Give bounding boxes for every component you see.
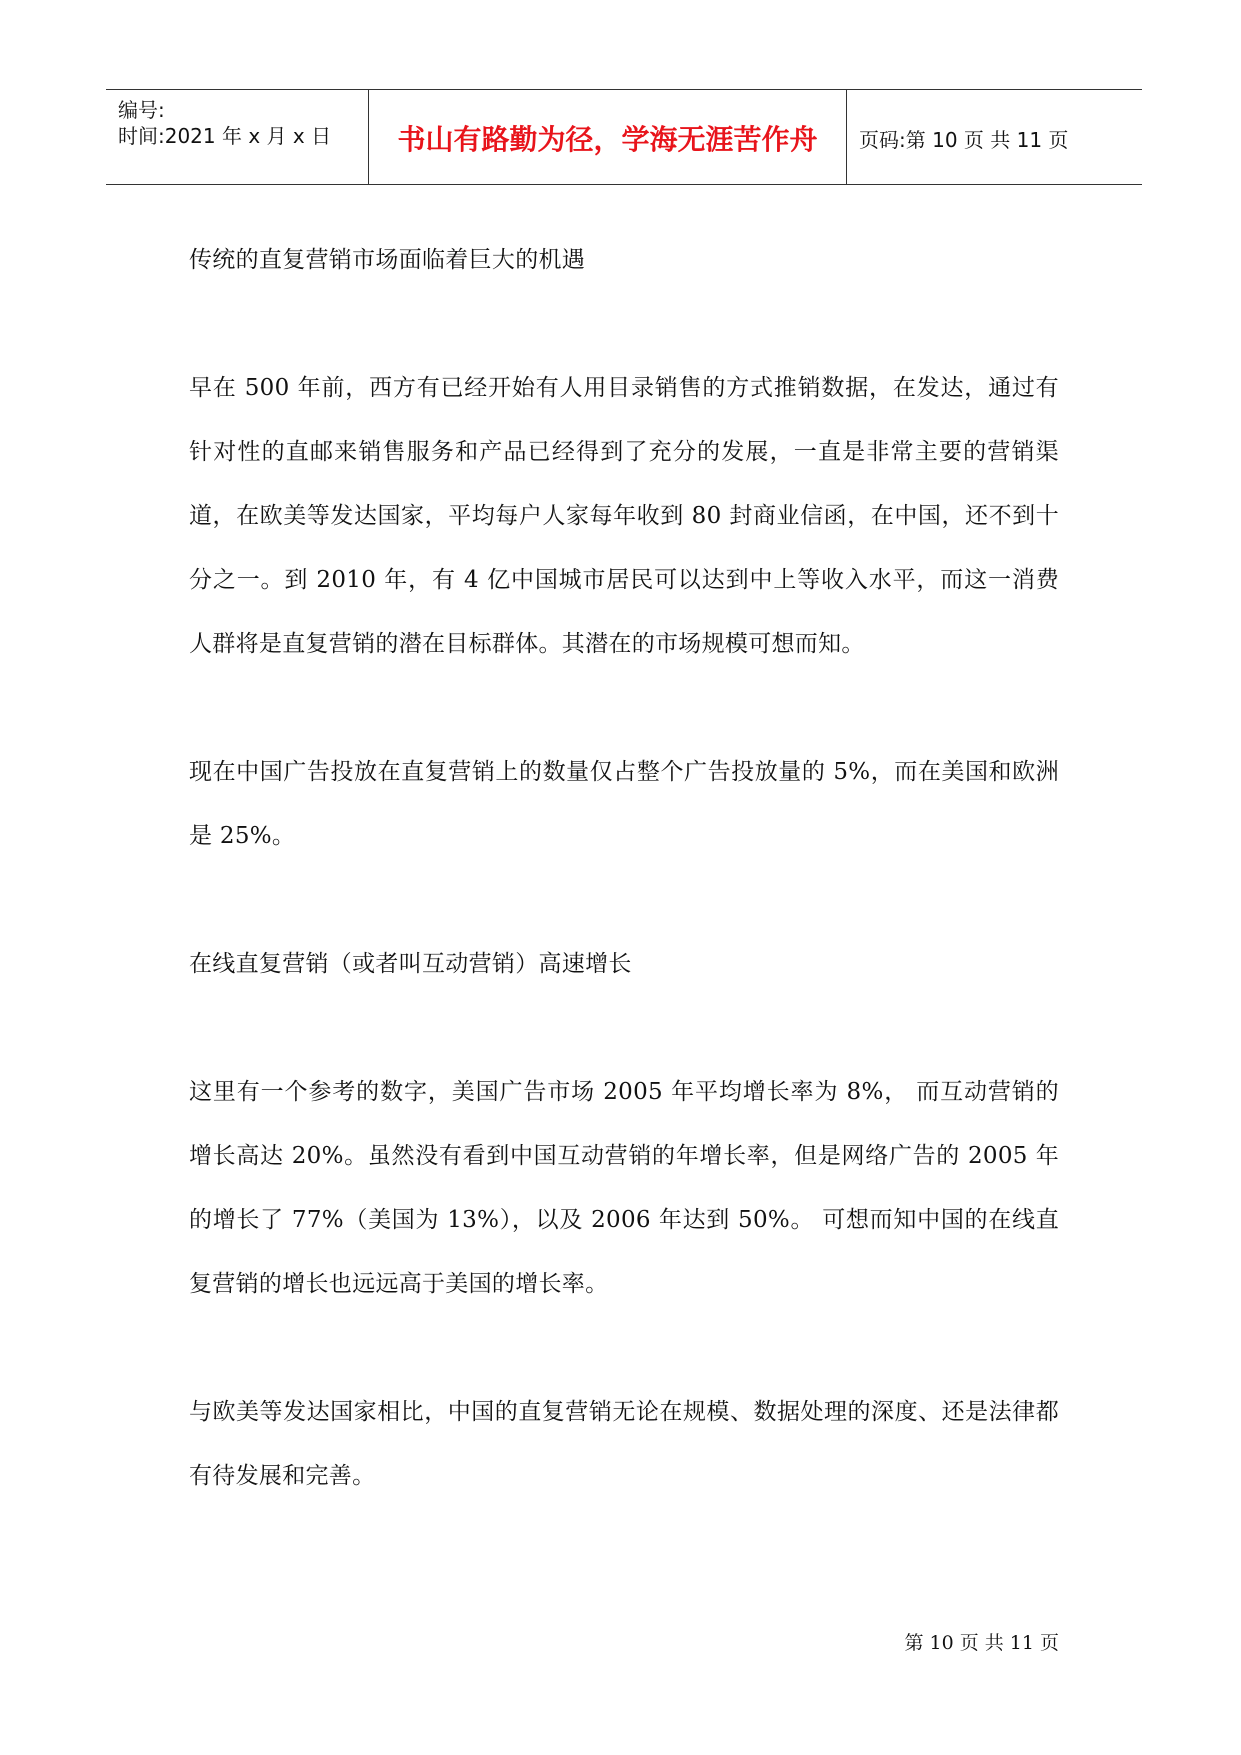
time-label: 时间:2021 年 x 月 x 日 <box>118 124 332 148</box>
paragraph: 现在中国广告投放在直复营销上的数量仅占整个广告投放量的 5%，而在美国和欧洲是 25%。 <box>189 759 1059 849</box>
section-heading: 传统的直复营销市场面临着巨大的机遇 <box>189 247 586 273</box>
serial-label: 编号: <box>118 98 165 122</box>
paragraph: 这里有一个参考的数字，美国广告市场 2005 年平均增长率为 8%， 而互动营销的增长高达 20%。虽然没有看到中国互动营销的年增长率，但是网络广告的 2005 年的增长了 77%（美国为 13%），以及 2006 年达到 50%。 可想而知中国的在线直复营销的增长也远远高于美国的增长率。 <box>189 1079 1059 1297</box>
page-header <box>106 89 1142 185</box>
paragraph: 与欧美等发达国家相比，中国的直复营销无论在规模、数据处理的深度、还是法律都有待发展和完善。 <box>189 1399 1059 1489</box>
document-body <box>189 228 1059 1508</box>
header-info-cell <box>106 90 369 184</box>
paragraph: 早在 500 年前，西方有已经开始有人用目录销售的方式推销数据，在发达，通过有针对性的直邮来销售服务和产品已经得到了充分的发展，一直是非常主要的营销渠道，在欧美等发达国家，平均每户人家每年收到 80 封商业信函，在中国，还不到十分之一。到 2010 年，有 4 亿中国城市居民可以达到中上等收入水平，而这一消费人群将是直复营销的潜在目标群体。其潜在的市场规模可想而知。 <box>189 375 1059 657</box>
motto-text: 书山有路勤为径，学海无涯苦作舟 <box>397 123 818 156</box>
section-heading: 在线直复营销（或者叫互动营销）高速增长 <box>189 951 632 977</box>
page-code: 页码:第 10 页 共 11 页 <box>859 128 1069 152</box>
header-page-cell <box>847 90 1142 184</box>
page-footer-number: 第 10 页 共 11 页 <box>904 1632 1059 1654</box>
header-motto-cell <box>369 90 847 184</box>
